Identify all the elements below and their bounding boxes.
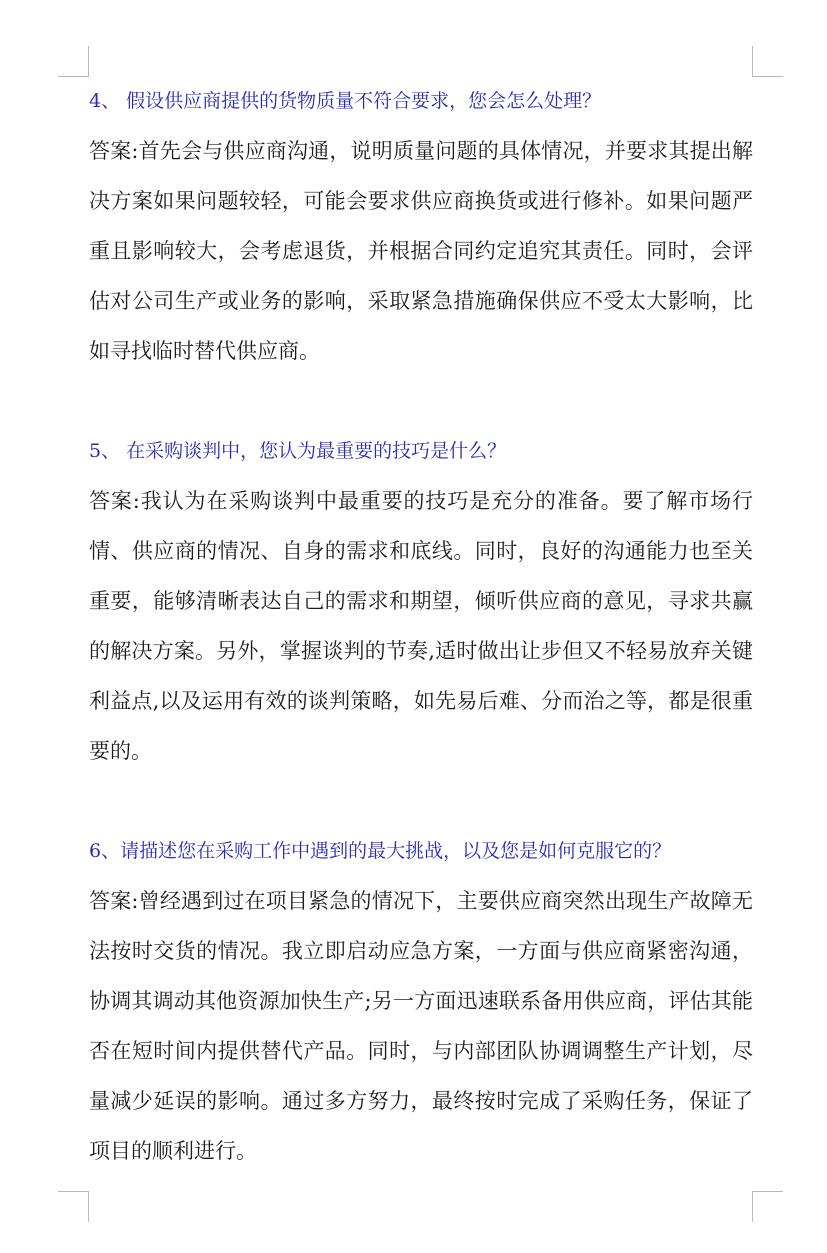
qa-section xyxy=(89,826,753,1176)
page-corner-mark-bottom-right xyxy=(752,1191,783,1222)
page-corner-mark-top-right xyxy=(752,46,783,77)
page-corner-mark-top-left xyxy=(58,46,89,77)
answer-paragraph: 答案:曾经遇到过在项目紧急的情况下，主要供应商突然出现生产故障无法按时交货的情况。我立即启动应急方案，一方面与供应商紧密沟通，协调其调动其他资源加快生产;另一方面迅速联系备用供应商，评估其能否在短时间内提供替代产品。同时，与内部团队协调调整生产计划，尽量减少延误的影响。通过多方努力，最终按时完成了采购任务，保证了项目的顺利进行。 xyxy=(89,889,753,1163)
document-body xyxy=(89,76,753,1176)
qa-section xyxy=(89,426,753,776)
qa-section xyxy=(89,76,753,376)
answer-paragraph: 答案:我认为在采购谈判中最重要的技巧是充分的准备。要了解市场行情、供应商的情况、自身的需求和底线。同时，良好的沟通能力也至关重要，能够清晰表达自己的需求和期望，倾听供应商的意见，寻求共赢的解决方案。另外，掌握谈判的节奏,适时做出让步但又不轻易放弃关键利益点,以及运用有效的谈判策略，如先易后难、分而治之等，都是很重要的。 xyxy=(89,489,753,763)
question-heading: 5、 在采购谈判中，您认为最重要的技巧是什么？ xyxy=(89,440,507,462)
question-heading: 6、请描述您在采购工作中遇到的最大挑战，以及您是如何克服它的？ xyxy=(89,840,672,862)
answer-paragraph: 答案:首先会与供应商沟通，说明质量问题的具体情况，并要求其提出解决方案如果问题较轻，可能会要求供应商换货或进行修补。如果问题严重且影响较大，会考虑退货，并根据合同约定追究其责任。同时，会评估对公司生产或业务的影响，采取紧急措施确保供应不受太大影响，比如寻找临时替代供应商。 xyxy=(89,139,753,363)
question-heading: 4、 假设供应商提供的货物质量不符合要求，您会怎么处理？ xyxy=(89,90,602,112)
page-corner-mark-bottom-left xyxy=(58,1191,89,1222)
